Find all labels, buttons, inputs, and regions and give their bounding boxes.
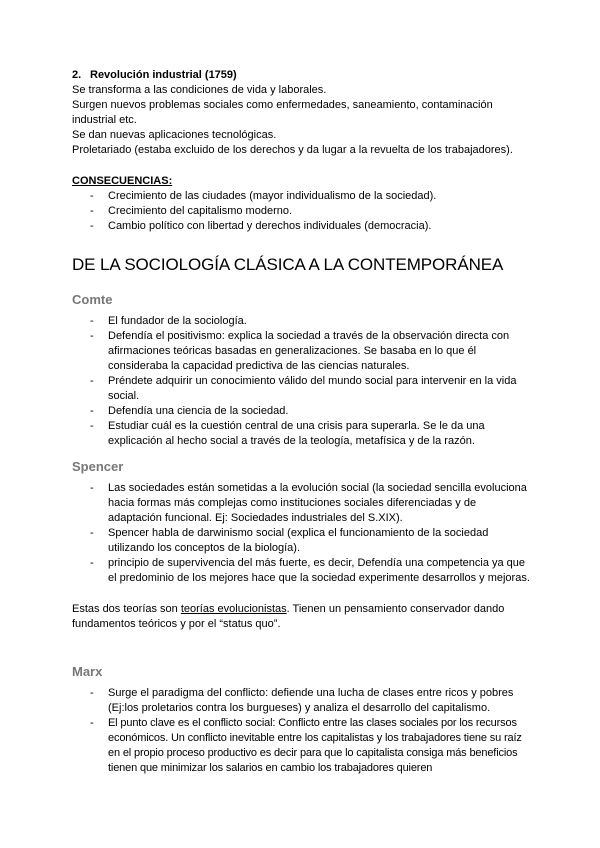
consecuencias-list [72,189,532,234]
paragraph-line: Surgen nuevos problemas sociales como enfermedades, saneamiento, contaminación industrial etc. [72,99,493,126]
list-item: - Préndete adquirir un conocimiento válido del mundo social para intervenir en la vida social. [90,375,517,402]
list-item: - Crecimiento del capitalismo moderno. [90,205,293,217]
dash-bullet: - [90,330,94,342]
list-item: - Defendía el positivismo: explica la sociedad a través de la observación directa con afirmaciones teóricas basadas en generalizaciones. Se basaba en lo que él consideraba la capacidad predictiva de las ciencias naturales. [90,330,510,372]
list-item: - Las sociedades están sometidas a la evolución social (la sociedad sencilla evoluciona hacia formas más complejas como instituciones sociales diferenciadas y de adaptación funcional. Ej: Sociedades industriales del S.XIX). [90,482,527,524]
list-item: - Estudiar cuál es la cuestión central de una crisis para superarla. Se le da una explicación al hecho social a través de la teología, metafísica y de la razón. [90,420,485,447]
main-title: DE LA SOCIOLOGÍA CLÁSICA A LA CONTEMPORÁNEA [72,255,504,274]
dash-bullet: - [90,527,94,539]
dash-bullet: - [90,315,94,327]
consecuencias-heading: CONSECUENCIAS: [72,175,173,187]
paragraph-line: Se dan nuevas aplicaciones tecnológicas. [72,129,277,141]
dash-bullet: - [90,375,94,387]
dash-bullet: - [90,190,94,202]
dash-bullet: - [90,220,94,232]
list-item: - Crecimiento de las ciudades (mayor individualismo de la sociedad). [90,190,437,202]
list-item: - principio de supervivencia del más fuerte, es decir, Defendía una competencia ya que el predominio de los mejores hace que la sociedad experimente desarrollos y mejoras. [90,557,530,584]
spencer-list [72,481,532,586]
list-item: - Cambio político con libertad y derechos individuales (democracia). [90,220,432,232]
section-number: 2. [72,69,82,81]
section-title: Revolución industrial (1759) [90,69,237,81]
paragraph-line: Se transforma a las condiciones de vida y laborales. [72,84,327,96]
dash-bullet: - [90,557,94,569]
dash-bullet: - [90,687,94,699]
marx-list [72,686,532,776]
dash-bullet: - [90,482,94,494]
list-item: - Surge el paradigma del conflicto: defiende una lucha de clases entre ricos y pobres (Ej:los proletarios contra los burgueses) y analiza el desarrollo del capitalismo. [90,687,514,714]
dash-bullet: - [90,420,94,432]
dash-bullet: - [90,717,94,729]
author-heading-comte: Comte [72,292,113,307]
section-heading-revolucion [72,68,532,83]
document-page [72,68,532,776]
dash-bullet: - [90,405,94,417]
author-heading-spencer: Spencer [72,459,124,474]
author-heading-marx: Marx [72,664,103,679]
comte-list [72,314,532,449]
list-item: - Defendía una ciencia de la sociedad. [90,405,289,417]
paragraph-line: Proletariado (estaba excluido de los derechos y da lugar a la revuelta de los trabajadores). [72,144,513,156]
list-item: - El fundador de la sociología. [90,315,247,327]
dash-bullet: - [90,205,94,217]
list-item: - El punto clave es el conflicto social: Conflicto entre las clases sociales por los recursos económicos. Un conflicto inevitable entre los capitalistas y los trabajadores tiene su raíz en el propio proceso productivo es decir para que lo capitalista consiga más beneficios tienen que minimizar los salarios en cambio los trabajadores quieren [90,717,522,774]
list-item: - Spencer habla de darwinismo social (explica el funcionamiento de la sociedad utilizando los conceptos de la biología). [90,527,489,554]
evolucionistas-link[interactable]: teorías evolucionistas [180,603,287,615]
summary-paragraph: Estas dos teorías son teorías evolucionistas. Tienen un pensamiento conservador dando fundamentos teóricos y por el “status quo”. [72,603,505,630]
